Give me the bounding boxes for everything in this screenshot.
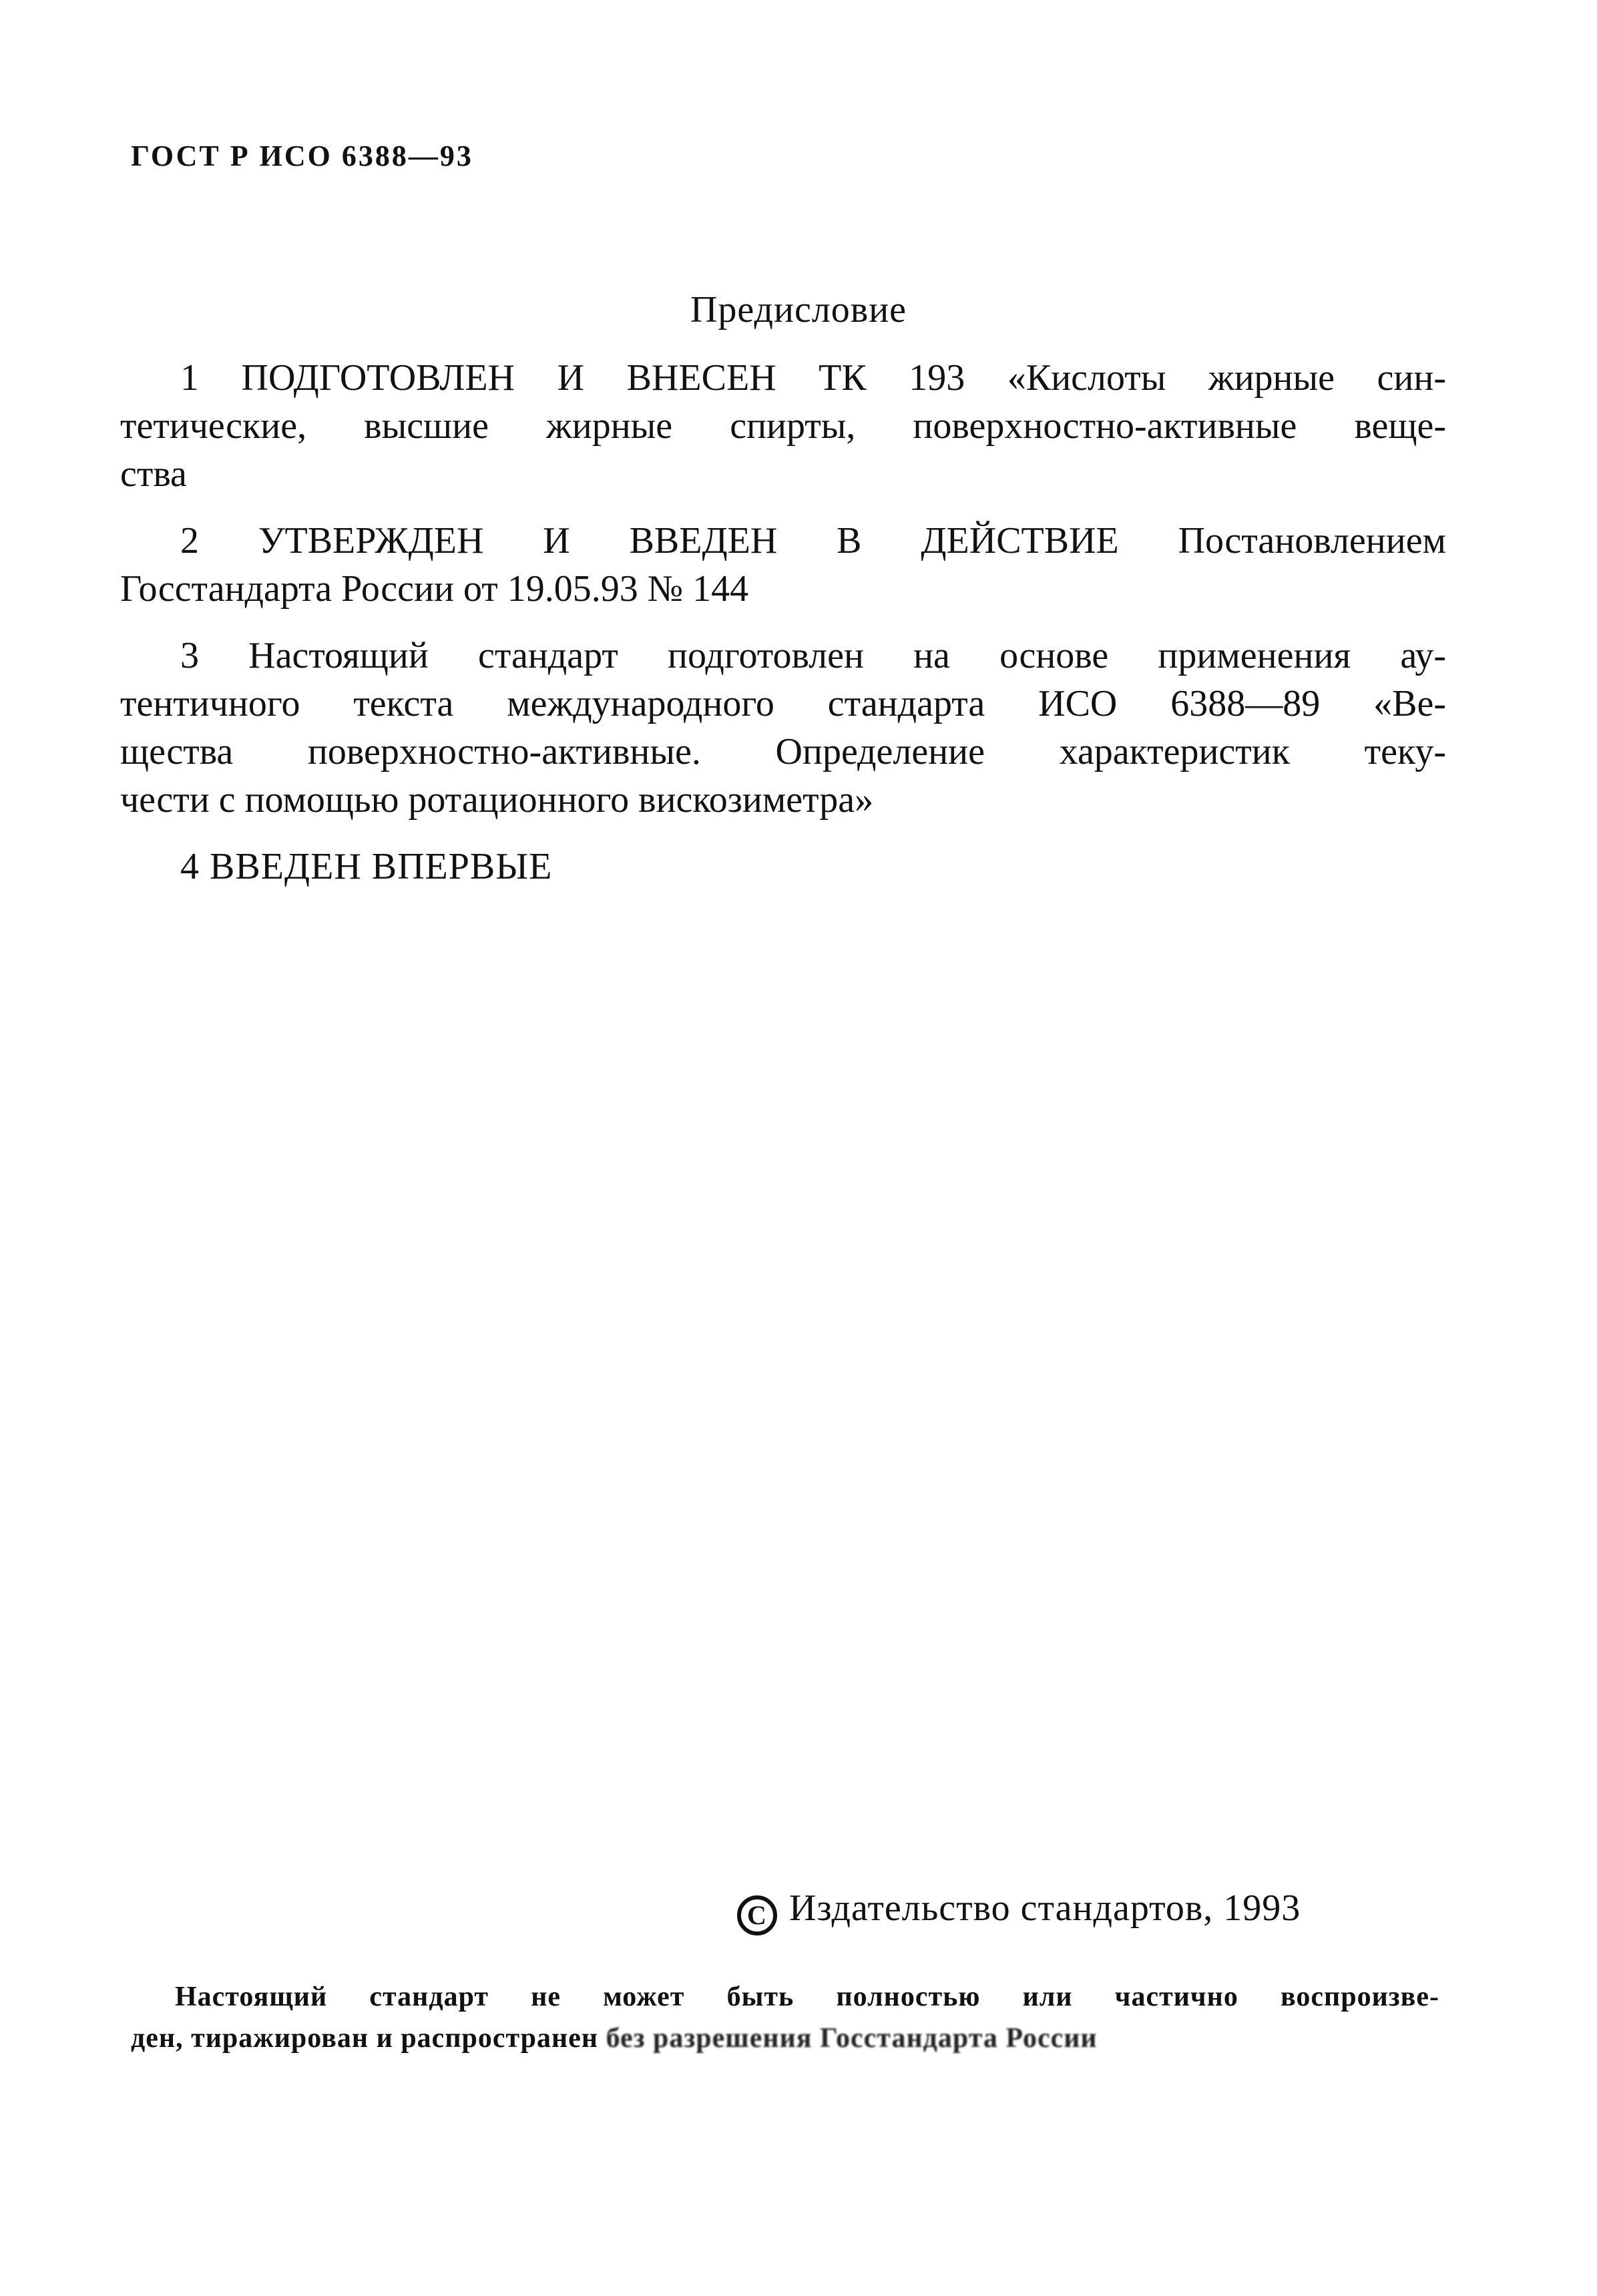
standard-code: ГОСТ Р ИСО 6388—93 [131, 140, 473, 172]
foreword-item-3 [120, 632, 1446, 824]
copyright-line [737, 1887, 1301, 1935]
paragraph-line: 2 УТВЕРЖДЕН И ВВЕДЕН В ДЕЙСТВИЕ Постановлением [180, 520, 1446, 561]
paragraph-line: 4 ВВЕДЕН ВПЕРВЫЕ [180, 846, 553, 887]
notice-text: ден, тиражирован и распространен [131, 2023, 599, 2054]
paragraph-line: щества поверхностно-активные. Определение характеристик теку- [120, 731, 1446, 772]
foreword-item-4 [120, 843, 1446, 891]
copyright-icon: С [737, 1895, 777, 1935]
copyright-text: Издательство стандартов, 1993 [789, 1887, 1301, 1929]
foreword-item-2 [120, 517, 1446, 613]
paragraph-line: чести с помощью ротационного вискозиметра» [120, 779, 874, 821]
paragraph-line: тетические, высшие жирные спирты, поверхностно-активные веще- [120, 405, 1446, 447]
paragraph-line: ства [120, 453, 187, 495]
paragraph-line: тентичного текста международного стандарта ИСО 6388—89 «Ве- [120, 683, 1446, 724]
paragraph-line: 1 ПОДГОТОВЛЕН И ВНЕСЕН ТК 193 «Кислоты жирные син- [180, 357, 1446, 399]
foreword-item-1 [120, 354, 1446, 498]
paragraph-line: Госстандарта России от 19.05.93 № 144 [120, 568, 749, 610]
notice-text-smudged: без разрешения Госстандарта России [606, 2023, 1098, 2054]
foreword-body [120, 354, 1446, 909]
foreword-title: Предисловие [690, 289, 907, 330]
notice-line [131, 2018, 1439, 2059]
paragraph-line: 3 Настоящий стандарт подготовлен на основе применения ау- [180, 635, 1446, 676]
notice-line: Настоящий стандарт не может быть полностью или частично воспроизве- [175, 1982, 1439, 2012]
reproduction-notice [131, 1976, 1439, 2059]
